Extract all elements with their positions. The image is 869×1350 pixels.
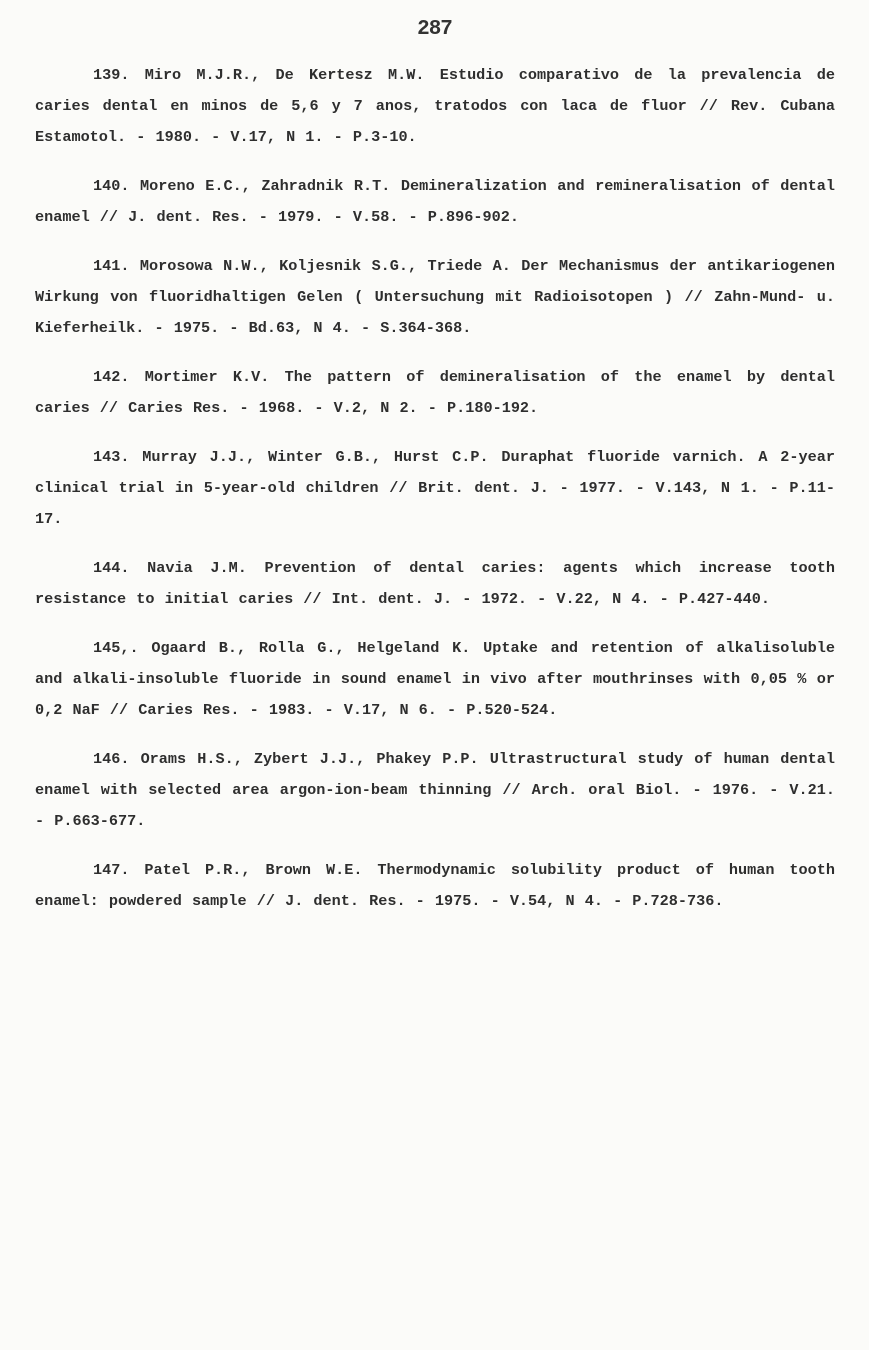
reference-entry-141: 141. Morosowa N.W., Koljesnik S.G., Triede A. Der Mechanismus der antikariogenen Wirkung von fluoridhaltigen Gelen ( Untersuchung mit Radioisotopen ) // Zahn-Mund- u. Kieferheilk. - 1975. - Bd.63, N 4. - S.364-368.: [35, 257, 835, 337]
reference-entry-145: 145,. Ogaard B., Rolla G., Helgeland K. Uptake and retention of alkalisoluble and alkali-insoluble fluoride in sound enamel in vivo after mouthrinses with 0,05 % or 0,2 NaF // Caries Res. - 1983. - V.17, N 6. - P.520-524.: [35, 639, 835, 719]
reference-entry-143: 143. Murray J.J., Winter G.B., Hurst C.P. Duraphat fluoride varnich. A 2-year clinical trial in 5-year-old children // Brit. dent. J. - 1977. - V.143, N 1. - P.11-17.: [35, 448, 835, 528]
reference-entry-144: 144. Navia J.M. Prevention of dental caries: agents which increase tooth resistance to initial caries // Int. dent. J. - 1972. - V.22, N 4. - P.427-440.: [35, 559, 835, 608]
reference-list: [35, 60, 835, 935]
reference-entry-147: 147. Patel P.R., Brown W.E. Thermodynamic solubility product of human tooth enamel: powdered sample // J. dent. Res. - 1975. - V.54, N 4. - P.728-736.: [35, 861, 835, 910]
reference-entry-140: 140. Moreno E.C., Zahradnik R.T. Demineralization and remineralisation of dental enamel // J. dent. Res. - 1979. - V.58. - P.896-902.: [35, 177, 835, 226]
reference-entry-142: 142. Mortimer K.V. The pattern of demineralisation of the enamel by dental caries // Caries Res. - 1968. - V.2, N 2. - P.180-192.: [35, 368, 835, 417]
reference-entry-146: 146. Orams H.S., Zybert J.J., Phakey P.P. Ultrastructural study of human dental enamel with selected area argon-ion-beam thinning // Arch. oral Biol. - 1976. - V.21. - P.663-677.: [35, 750, 835, 830]
reference-entry-139: 139. Miro M.J.R., De Kertesz M.W. Estudio comparativo de la prevalencia de caries dental en minos de 5,6 y 7 anos, tratodos con laca de fluor // Rev. Cubana Estamotol. - 1980. - V.17, N 1. - P.3-10.: [35, 66, 835, 146]
page-number: 287: [417, 18, 452, 41]
